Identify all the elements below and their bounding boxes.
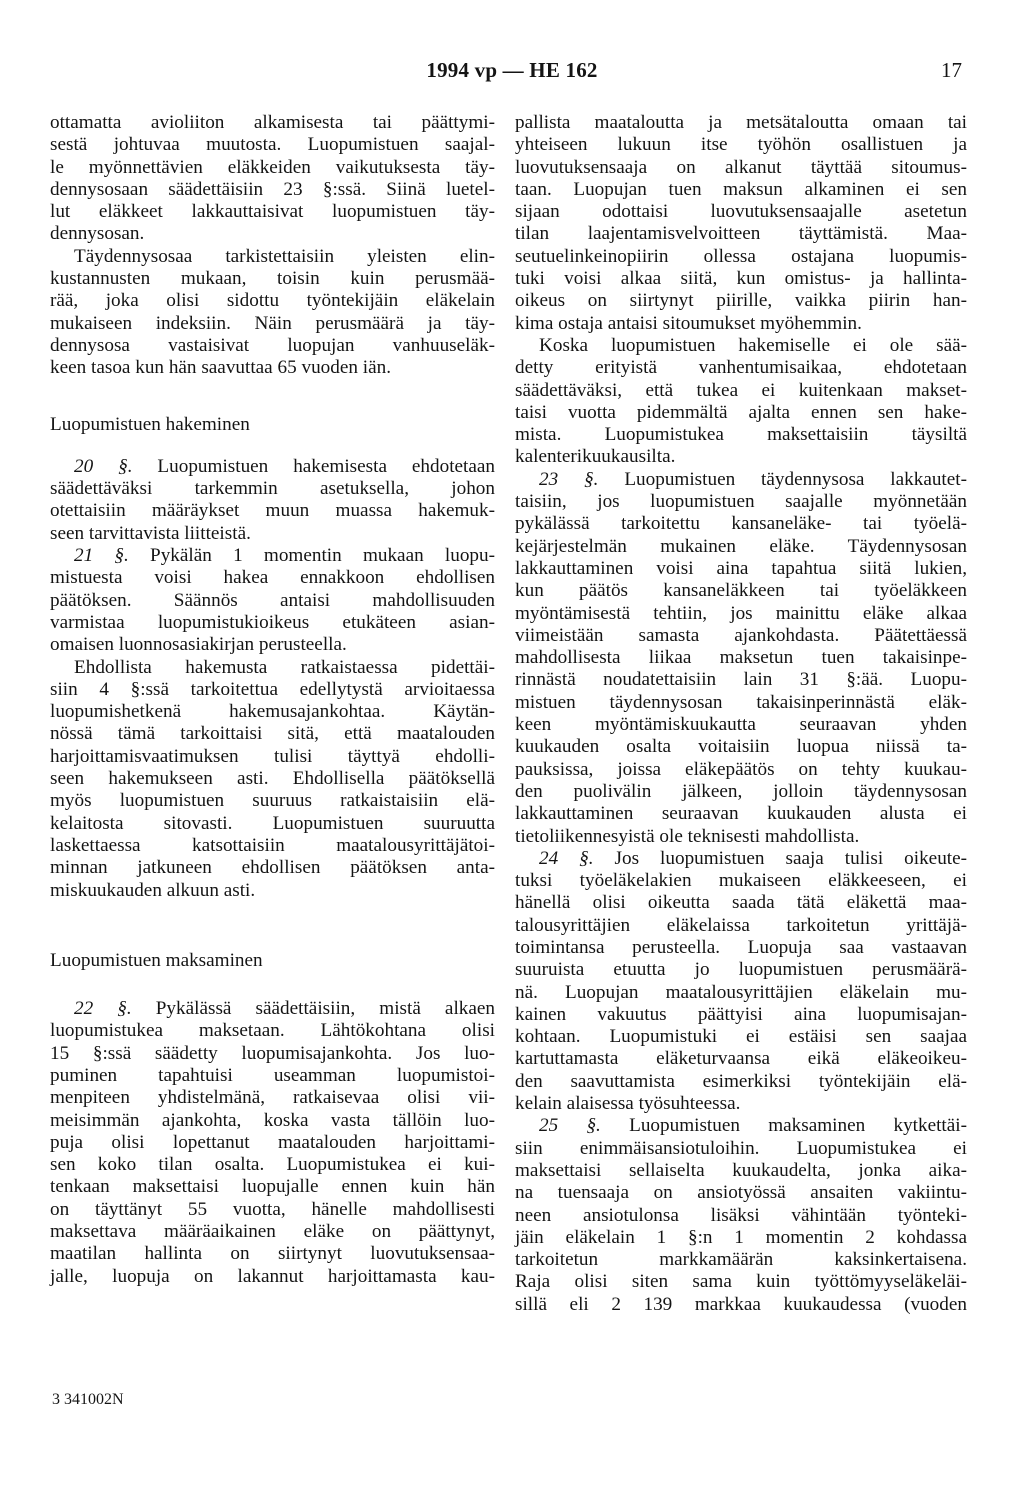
line-text: siin 4 §:ssä tarkoitettua edellytystä arvioitaessa xyxy=(50,678,495,700)
text-line xyxy=(515,647,967,669)
line-text: kohtaan. Luopumistuki ei estäisi sen saajaa xyxy=(515,1026,967,1048)
text-line xyxy=(515,625,967,647)
line-text: pallista maataloutta ja metsätaloutta omaan tai xyxy=(515,112,967,133)
line-text: mista. Luopumistukea maksettaisiin täysiltä xyxy=(515,424,967,446)
line-text: viimeistään samasta ajankohdasta. Päätettäessä xyxy=(515,624,967,646)
line-text: Koska luopumistuen hakemiselle ei ole sää- xyxy=(539,334,967,356)
text-line xyxy=(515,1160,967,1182)
line-text: Luopumistuen täydennysosa lakkautet- xyxy=(624,468,968,490)
text-line xyxy=(515,1182,967,1204)
text-line xyxy=(50,357,495,379)
text-line xyxy=(50,201,495,223)
line-text: oikeus on siirtynyt piirille, vaikka piirin han- xyxy=(515,290,967,312)
line-text: tuksi työeläkelakien mukaiseen eläkkeeseen, ei xyxy=(515,870,967,892)
text-line xyxy=(515,1004,967,1026)
text-line xyxy=(50,545,495,567)
text-line xyxy=(515,736,967,758)
text-line xyxy=(515,892,967,914)
line-text: myös luopumistuen suuruus ratkaistaisiin elä- xyxy=(50,790,495,812)
text-line xyxy=(515,313,967,335)
text-line xyxy=(515,1115,967,1137)
section-number: 23 §. xyxy=(539,468,599,490)
line-text: Luopumistuen hakemisesta ehdotetaan xyxy=(157,455,495,477)
line-text: maatilan hallinta on siirtynyt luovutuksensaa- xyxy=(50,1243,495,1265)
line-text: jalle, luopuja on lakannut harjoittamasta kau- xyxy=(50,1265,495,1287)
line-text: dennysosaan säädettäisiin 23 §:ssä. Siinä luetel- xyxy=(50,178,495,200)
text-line xyxy=(515,803,967,825)
line-text: kejärjestelmän mukainen eläke. Täydennysosan xyxy=(515,535,967,557)
text-line xyxy=(515,424,967,446)
line-text: kelain alaisessa työsuhteessa. xyxy=(515,1093,741,1115)
text-line xyxy=(50,268,495,290)
section-number: 21 §. xyxy=(74,545,129,567)
line-text: keen myöntämiskuukautta seuraavan yhden xyxy=(515,714,967,736)
line-text: säädettäväksi tarkemmin asetuksella, johon xyxy=(50,478,495,500)
text-line xyxy=(50,179,495,201)
text-line xyxy=(515,1271,967,1293)
text-line xyxy=(50,998,495,1020)
text-line xyxy=(50,857,495,879)
text-line xyxy=(515,1071,967,1093)
text-line xyxy=(515,223,967,245)
document-title: 1994 vp — HE 162 xyxy=(426,58,598,82)
text-line xyxy=(515,1294,967,1316)
line-text: lakkauttaminen seuraavan kuukauden alusta ei xyxy=(515,803,967,825)
text-line xyxy=(515,491,967,513)
line-text: detty erityistä vanhentumisaikaa, ehdotetaan xyxy=(515,357,967,379)
text-line xyxy=(515,982,967,1004)
text-line xyxy=(50,1266,495,1288)
text-line xyxy=(515,357,967,379)
text-line xyxy=(515,1048,967,1070)
line-text: mukaiseen indeksiin. Näin perusmäärä ja täy- xyxy=(50,312,495,334)
line-text: luopumistukea maksetaan. Lähtökohtana olisi xyxy=(50,1020,495,1042)
line-text: dennysosan. xyxy=(50,223,145,245)
text-line xyxy=(50,1176,495,1198)
line-text: sillä eli 2 139 markkaa kuukaudessa (vuoden xyxy=(515,1293,967,1315)
line-text: siin enimmäisansiotuloihin. Luopumistukea ei xyxy=(515,1137,967,1159)
line-text: taisiin, jos luopumistuen saajalle myönnetään xyxy=(515,491,967,513)
line-text: pykälässä tarkoitettu kansaneläke- tai työelä- xyxy=(515,513,967,535)
text-line xyxy=(50,657,495,679)
section-number: 22 §. xyxy=(74,998,132,1020)
section-heading: Luopumistuen maksaminen xyxy=(50,949,263,971)
line-text: seutuelinkeinopiirin ollessa ostajana luopumis- xyxy=(515,245,967,267)
line-text: sijaan odottaisi luovutuksensaajalle asetetun xyxy=(515,201,967,223)
line-text: Luopumistuen maksaminen kytkettäi- xyxy=(629,1115,967,1137)
text-line xyxy=(515,179,967,201)
line-text: mistuen täydennysosan takaisinperinnästä eläk- xyxy=(515,691,967,713)
line-text: kuukauden osalta voitaisiin luopua niissä ta- xyxy=(515,736,967,758)
line-text: sestä johtuvaa muutosta. Luopumistuen saajal- xyxy=(50,134,495,156)
text-line xyxy=(50,223,495,245)
line-text: na tuensaaja on ansiotyössä ansaiten vakiintu- xyxy=(515,1182,967,1204)
text-line xyxy=(515,157,967,179)
text-line xyxy=(50,1020,495,1042)
section-number: 25 §. xyxy=(539,1115,601,1137)
line-text: puja olisi lopettanut maatalouden harjoittami- xyxy=(50,1131,495,1153)
line-text: kartuttamasta eläketurvaansa eikä eläkeoikeu- xyxy=(515,1048,967,1070)
text-line xyxy=(50,335,495,357)
text-line xyxy=(515,290,967,312)
line-text: Täydennysosaa tarkistettaisiin yleisten elin- xyxy=(74,245,495,267)
text-line xyxy=(515,268,967,290)
text-line xyxy=(515,826,967,848)
line-text: laskettaessa katsottaisiin maatalousyrittäjätoi- xyxy=(50,834,495,856)
text-line xyxy=(50,679,495,701)
text-line xyxy=(515,870,967,892)
line-text: puminen tapahtuisi useamman luopumistoi- xyxy=(50,1064,495,1086)
text-line xyxy=(515,402,967,424)
section-heading: Luopumistuen hakeminen xyxy=(50,413,250,435)
page-header xyxy=(0,58,1024,88)
text-line xyxy=(515,201,967,223)
text-line xyxy=(50,1087,495,1109)
text-line xyxy=(515,469,967,491)
line-text: rää, joka olisi sidottu työntekijäin eläkelain xyxy=(50,290,495,312)
section-number: 24 §. xyxy=(539,847,594,869)
text-line xyxy=(515,1138,967,1160)
line-text: kelaitosta sitovasti. Luopumistuen suuruutta xyxy=(50,812,495,834)
text-line xyxy=(515,781,967,803)
text-line xyxy=(515,380,967,402)
text-line xyxy=(50,1065,495,1087)
text-line xyxy=(50,567,495,589)
line-text: luopumishetkenä hakemusajankohtaa. Käytän- xyxy=(50,701,495,723)
text-line xyxy=(50,790,495,812)
line-text: Pykälässä säädettäisiin, mistä alkaen xyxy=(155,998,495,1020)
line-text: toimintansa perusteella. Luopuja saa vastaavan xyxy=(515,936,967,958)
text-line xyxy=(50,112,495,134)
text-line xyxy=(50,880,495,902)
text-line xyxy=(50,590,495,612)
text-line xyxy=(50,768,495,790)
line-text: neen ansiotulonsa lisäksi vähintään työnteki- xyxy=(515,1204,967,1226)
line-text: talousyrittäjien eläkelaissa tarkoitetun yrittäjä- xyxy=(515,914,967,936)
line-text: yhteiseen lukuun itse työhön osallistuen ja xyxy=(515,134,967,156)
line-text: mahdollisesta liikaa maksetun tuen takaisinpe- xyxy=(515,647,967,669)
text-line xyxy=(515,937,967,959)
text-line xyxy=(50,612,495,634)
line-text: varmistaa luopumistukioikeus etukäteen asian- xyxy=(50,611,495,633)
line-text: tarkoitetun markkamäärän kaksinkertaisena. xyxy=(515,1249,967,1271)
text-line xyxy=(515,915,967,937)
line-text: tenkaan maksettaisi luopujalle ennen kuin hän xyxy=(50,1176,495,1198)
text-line xyxy=(50,290,495,312)
line-text: menpiteen yhdistelmänä, ratkaisevaa olisi vii- xyxy=(50,1087,495,1109)
text-line xyxy=(515,1205,967,1227)
line-text: kalenterikuukausilta. xyxy=(515,446,676,468)
line-text: taan. Luopujan tuen maksun alkaminen ei sen xyxy=(515,178,967,200)
text-line xyxy=(50,478,495,500)
line-text: luovutuksensaaja on alkanut täyttää sitoumus- xyxy=(515,156,967,178)
line-text: dennysosa vastaisivat luopujan vanhuuseläk- xyxy=(50,334,495,356)
line-text: kun päätös kansaneläkkeen tai työeläkkeen xyxy=(515,580,967,602)
line-text: kustannusten mukaan, toisin kuin perusmää- xyxy=(50,268,495,290)
line-text: 15 §:ssä säädetty luopumisajankohta. Jos luo- xyxy=(50,1042,495,1064)
line-text: rinnästä noudatettaisiin lain 31 §:ää. Luopu- xyxy=(515,669,967,691)
text-line xyxy=(515,558,967,580)
line-text: suuruista etuutta jo luopumistuen perusmäärä- xyxy=(515,959,967,981)
line-text: den puolivälin jälkeen, jolloin täydennysosan xyxy=(515,780,967,802)
line-text: on täyttänyt 55 vuotta, hänelle mahdollisesti xyxy=(50,1198,495,1220)
line-text: hänellä olisi oikeutta saada tätä eläkettä maa- xyxy=(515,892,967,914)
line-text: mistuesta voisi hakea ennakkoon ehdollisen xyxy=(50,567,495,589)
text-line xyxy=(50,246,495,268)
text-line xyxy=(515,513,967,535)
text-line xyxy=(515,1026,967,1048)
text-line xyxy=(50,1110,495,1132)
text-line xyxy=(50,835,495,857)
footer-code: 3 341002N xyxy=(52,1391,124,1408)
line-text: miskuukauden alkuun asti. xyxy=(50,879,256,901)
text-line xyxy=(515,692,967,714)
line-text: Raja olisi siten sama kuin työttömyyseläkeläi- xyxy=(515,1271,967,1293)
text-line xyxy=(50,313,495,335)
text-line xyxy=(50,813,495,835)
text-line xyxy=(515,446,967,468)
left-column xyxy=(50,112,495,1288)
text-line xyxy=(50,723,495,745)
text-line xyxy=(50,634,495,656)
text-line xyxy=(515,669,967,691)
line-text: meisimmän ajankohta, koska vasta tällöin luo- xyxy=(50,1109,495,1131)
line-text: harjoittamisvaatimuksen tulisi täyttyä ehdolli- xyxy=(50,745,495,767)
line-text: myöntämisestä tehtiin, jos mainittu eläke alkaa xyxy=(515,602,967,624)
line-text: Ehdollista hakemusta ratkaistaessa pidettäi- xyxy=(74,656,495,678)
section-number: 20 §. xyxy=(74,455,133,477)
text-line xyxy=(50,746,495,768)
line-text: säädettäväksi, että tukea ei kuitenkaan makset- xyxy=(515,379,967,401)
text-line xyxy=(515,1249,967,1271)
text-line xyxy=(50,134,495,156)
text-line xyxy=(515,714,967,736)
text-line xyxy=(515,848,967,870)
line-text: den saavuttamista esimerkiksi työntekijäin elä- xyxy=(515,1070,967,1092)
text-line xyxy=(50,1243,495,1265)
text-line xyxy=(515,134,967,156)
line-text: maksettaisi sellaiselta kuukaudelta, jonka aika- xyxy=(515,1159,967,1181)
line-text: taisi vuotta pidemmältä ajalta ennen sen hake- xyxy=(515,401,967,423)
line-text: seen hakemukseen asti. Ehdollisella päätöksellä xyxy=(50,768,495,790)
text-line xyxy=(515,1227,967,1249)
text-line xyxy=(515,1093,967,1115)
text-line xyxy=(515,959,967,981)
text-line xyxy=(50,523,495,545)
text-line xyxy=(515,112,967,134)
right-column xyxy=(515,112,967,1316)
text-line xyxy=(50,701,495,723)
line-text: nä. Luopujan maatalousyrittäjien eläkelain mu- xyxy=(515,981,967,1003)
line-text: ottamatta avioliiton alkamisesta tai päättymi- xyxy=(50,112,495,133)
line-text: lut eläkkeet lakkauttaisivat luopumistuen täy- xyxy=(50,201,495,223)
line-text: seen tarvittavista liitteistä. xyxy=(50,522,251,544)
page-number: 17 xyxy=(941,58,962,82)
line-text: nössä tämä tarkoittaisi sitä, että maatalouden xyxy=(50,723,495,745)
line-text: keen tasoa kun hän saavuttaa 65 vuoden iän. xyxy=(50,357,391,379)
line-text: sen koko tilan osalta. Luopumistukea ei kui- xyxy=(50,1154,495,1176)
line-text: tilan laajentamisvelvoitteen täyttämistä. Maa- xyxy=(515,223,967,245)
text-line xyxy=(515,536,967,558)
text-line xyxy=(50,1043,495,1065)
line-text: kima ostaja antaisi sitoumukset myöhemmin. xyxy=(515,312,862,334)
text-line xyxy=(50,157,495,179)
text-line xyxy=(50,1132,495,1154)
text-line xyxy=(50,1154,495,1176)
line-text: kainen vakuutus päättyisi aina luopumisajan- xyxy=(515,1003,967,1025)
line-text: maksettava määräaikainen eläke on päättynyt, xyxy=(50,1221,495,1243)
line-text: jäin eläkelain 1 §:n 1 momentin 2 kohdassa xyxy=(515,1226,967,1248)
line-text: le myönnettävien eläkkeiden vaikutuksesta täy- xyxy=(50,156,495,178)
line-text: lakkauttaminen voisi aina tapahtua siitä lukien, xyxy=(515,557,967,579)
text-line xyxy=(50,1199,495,1221)
text-line xyxy=(50,500,495,522)
text-line xyxy=(515,603,967,625)
text-line xyxy=(50,1221,495,1243)
text-line xyxy=(515,580,967,602)
text-line xyxy=(515,759,967,781)
line-text: pauksissa, joissa eläkepäätös on tehty kuukau- xyxy=(515,758,967,780)
line-text: päätöksen. Säännös antaisi mahdollisuuden xyxy=(50,589,495,611)
text-line xyxy=(515,246,967,268)
line-text: otettaisiin määräykset muun muassa hakemuk- xyxy=(50,500,495,522)
line-text: tietoliikennesyistä ole teknisesti mahdollista. xyxy=(515,825,860,847)
line-text: tuki voisi alkaa siitä, kun omistus- ja hallinta- xyxy=(515,268,967,290)
text-line xyxy=(50,456,495,478)
line-text: Pykälän 1 momentin mukaan luopu- xyxy=(150,545,496,567)
line-text: Jos luopumistuen saaja tulisi oikeute- xyxy=(614,847,968,869)
text-line xyxy=(515,335,967,357)
line-text: omaisen luonnosasiakirjan perusteella. xyxy=(50,634,347,656)
line-text: minnan jatkuneen ehdollisen päätöksen anta- xyxy=(50,857,495,879)
